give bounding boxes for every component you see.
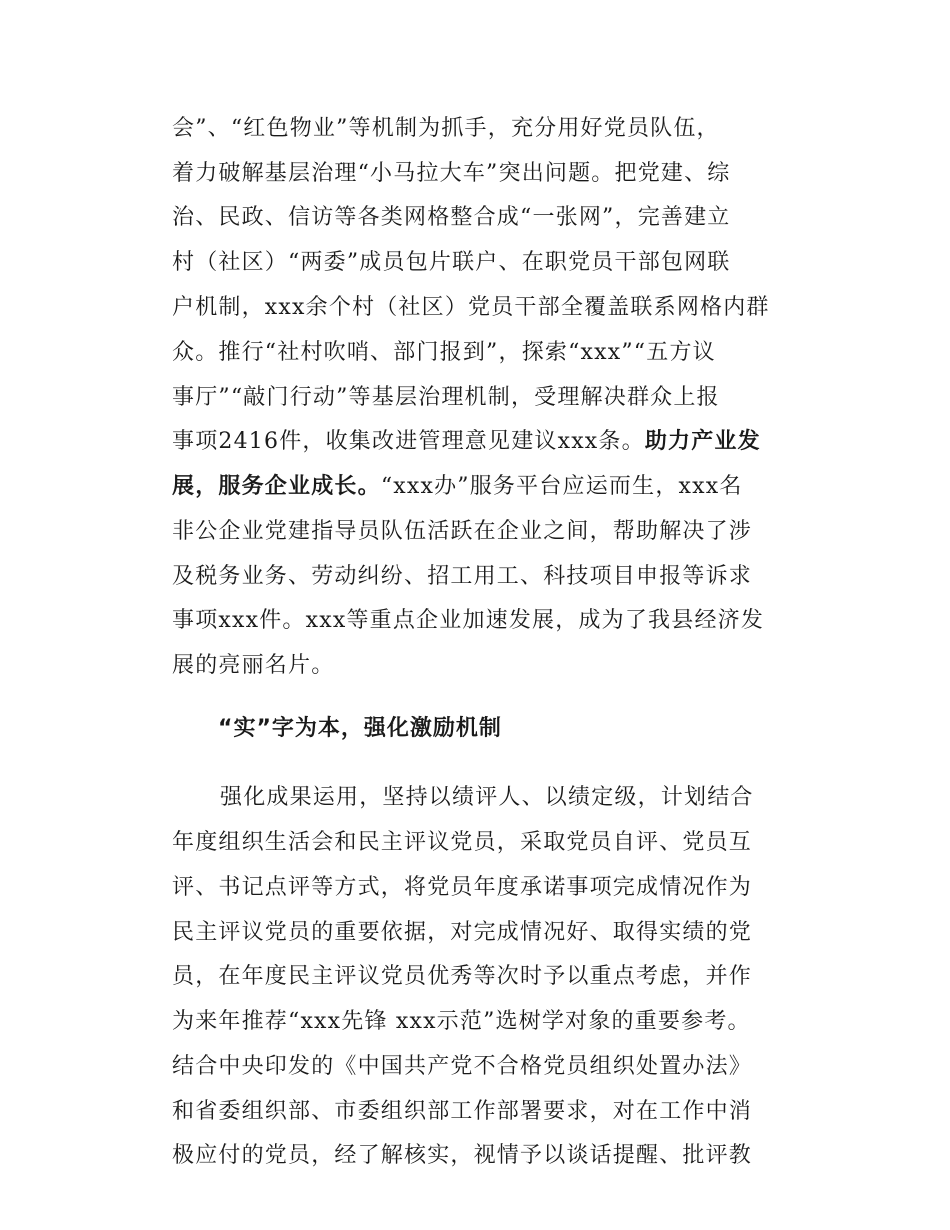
section-heading: “实”字为本，强化激励机制 [218,716,502,741]
bold-lead-text: 展，服务企业成长。 [172,474,381,499]
body-text-line: 村（社区）“两委”成员包片联户、在职党员干部包网联 [172,250,731,275]
body-text-line: 户机制，xxx余个村（社区）党员干部全覆盖联系网格内群 [172,295,770,320]
body-text-line [172,425,812,459]
body-text-line: 事项xxx件。xxx等重点企业加速发展，成为了我县经济发 [172,608,765,633]
body-text-run: 事项2416件，收集改进管理意见建议xxx条。 [172,429,645,454]
body-text-line: 年度组织生活会和民主评议党员，采取党员自评、党员互 [172,830,753,855]
body-text-line: 事厅”“敲门行动”等基层治理机制，受理解决群众上报 [172,385,720,410]
body-text-line: 为来年推荐“xxx先锋 xxx示范”选树学对象的重要参考。 [172,1009,751,1034]
body-text-line: 员，在年度民主评议党员优秀等次时予以重点考虑，并作 [172,964,753,989]
body-text-line: 会”、“红色物业”等机制为抓手，充分用好党员队伍， [172,116,720,141]
body-text-line: 及税务业务、劳动纠纷、招工用工、科技项目申报等诉求 [172,564,753,589]
body-text-line: 评、书记点评等方式，将党员年度承诺事项完成情况作为 [172,875,753,900]
body-text-line: 强化成果运用，坚持以绩评人、以绩定级，计划结合 [220,785,754,810]
body-text-line: 着力破解基层治理“小马拉大车”突出问题。把党建、综 [172,161,731,186]
body-text-run: “xxx办”服务平台应运而生，xxx名 [380,474,743,499]
body-text-line: 民主评议党员的重要依据，对完成情况好、取得实绩的党 [172,920,753,945]
bold-lead-text: 助力产业发 [644,429,761,454]
body-text-line: 和省委组织部、市委组织部工作部署要求，对在工作中消 [172,1099,753,1124]
body-text-line: 众。推行“社村吹哨、部门报到”，探索“xxx”“五方议 [172,340,716,365]
body-text-line [172,470,812,504]
body-text-line: 极应付的党员，经了解核实，视情予以谈话提醒、批评教 [172,1143,753,1168]
body-text-line: 展的亮丽名片。 [172,653,335,678]
body-text-line: 结合中央印发的《中国共产党不合格党员组织处置办法》 [172,1054,753,1079]
body-text-line: 治、民政、信访等各类网格整合成“一张网”，完善建立 [172,205,731,230]
body-text-line: 非公企业党建指导员队伍活跃在企业之间，帮助解决了涉 [172,519,753,544]
